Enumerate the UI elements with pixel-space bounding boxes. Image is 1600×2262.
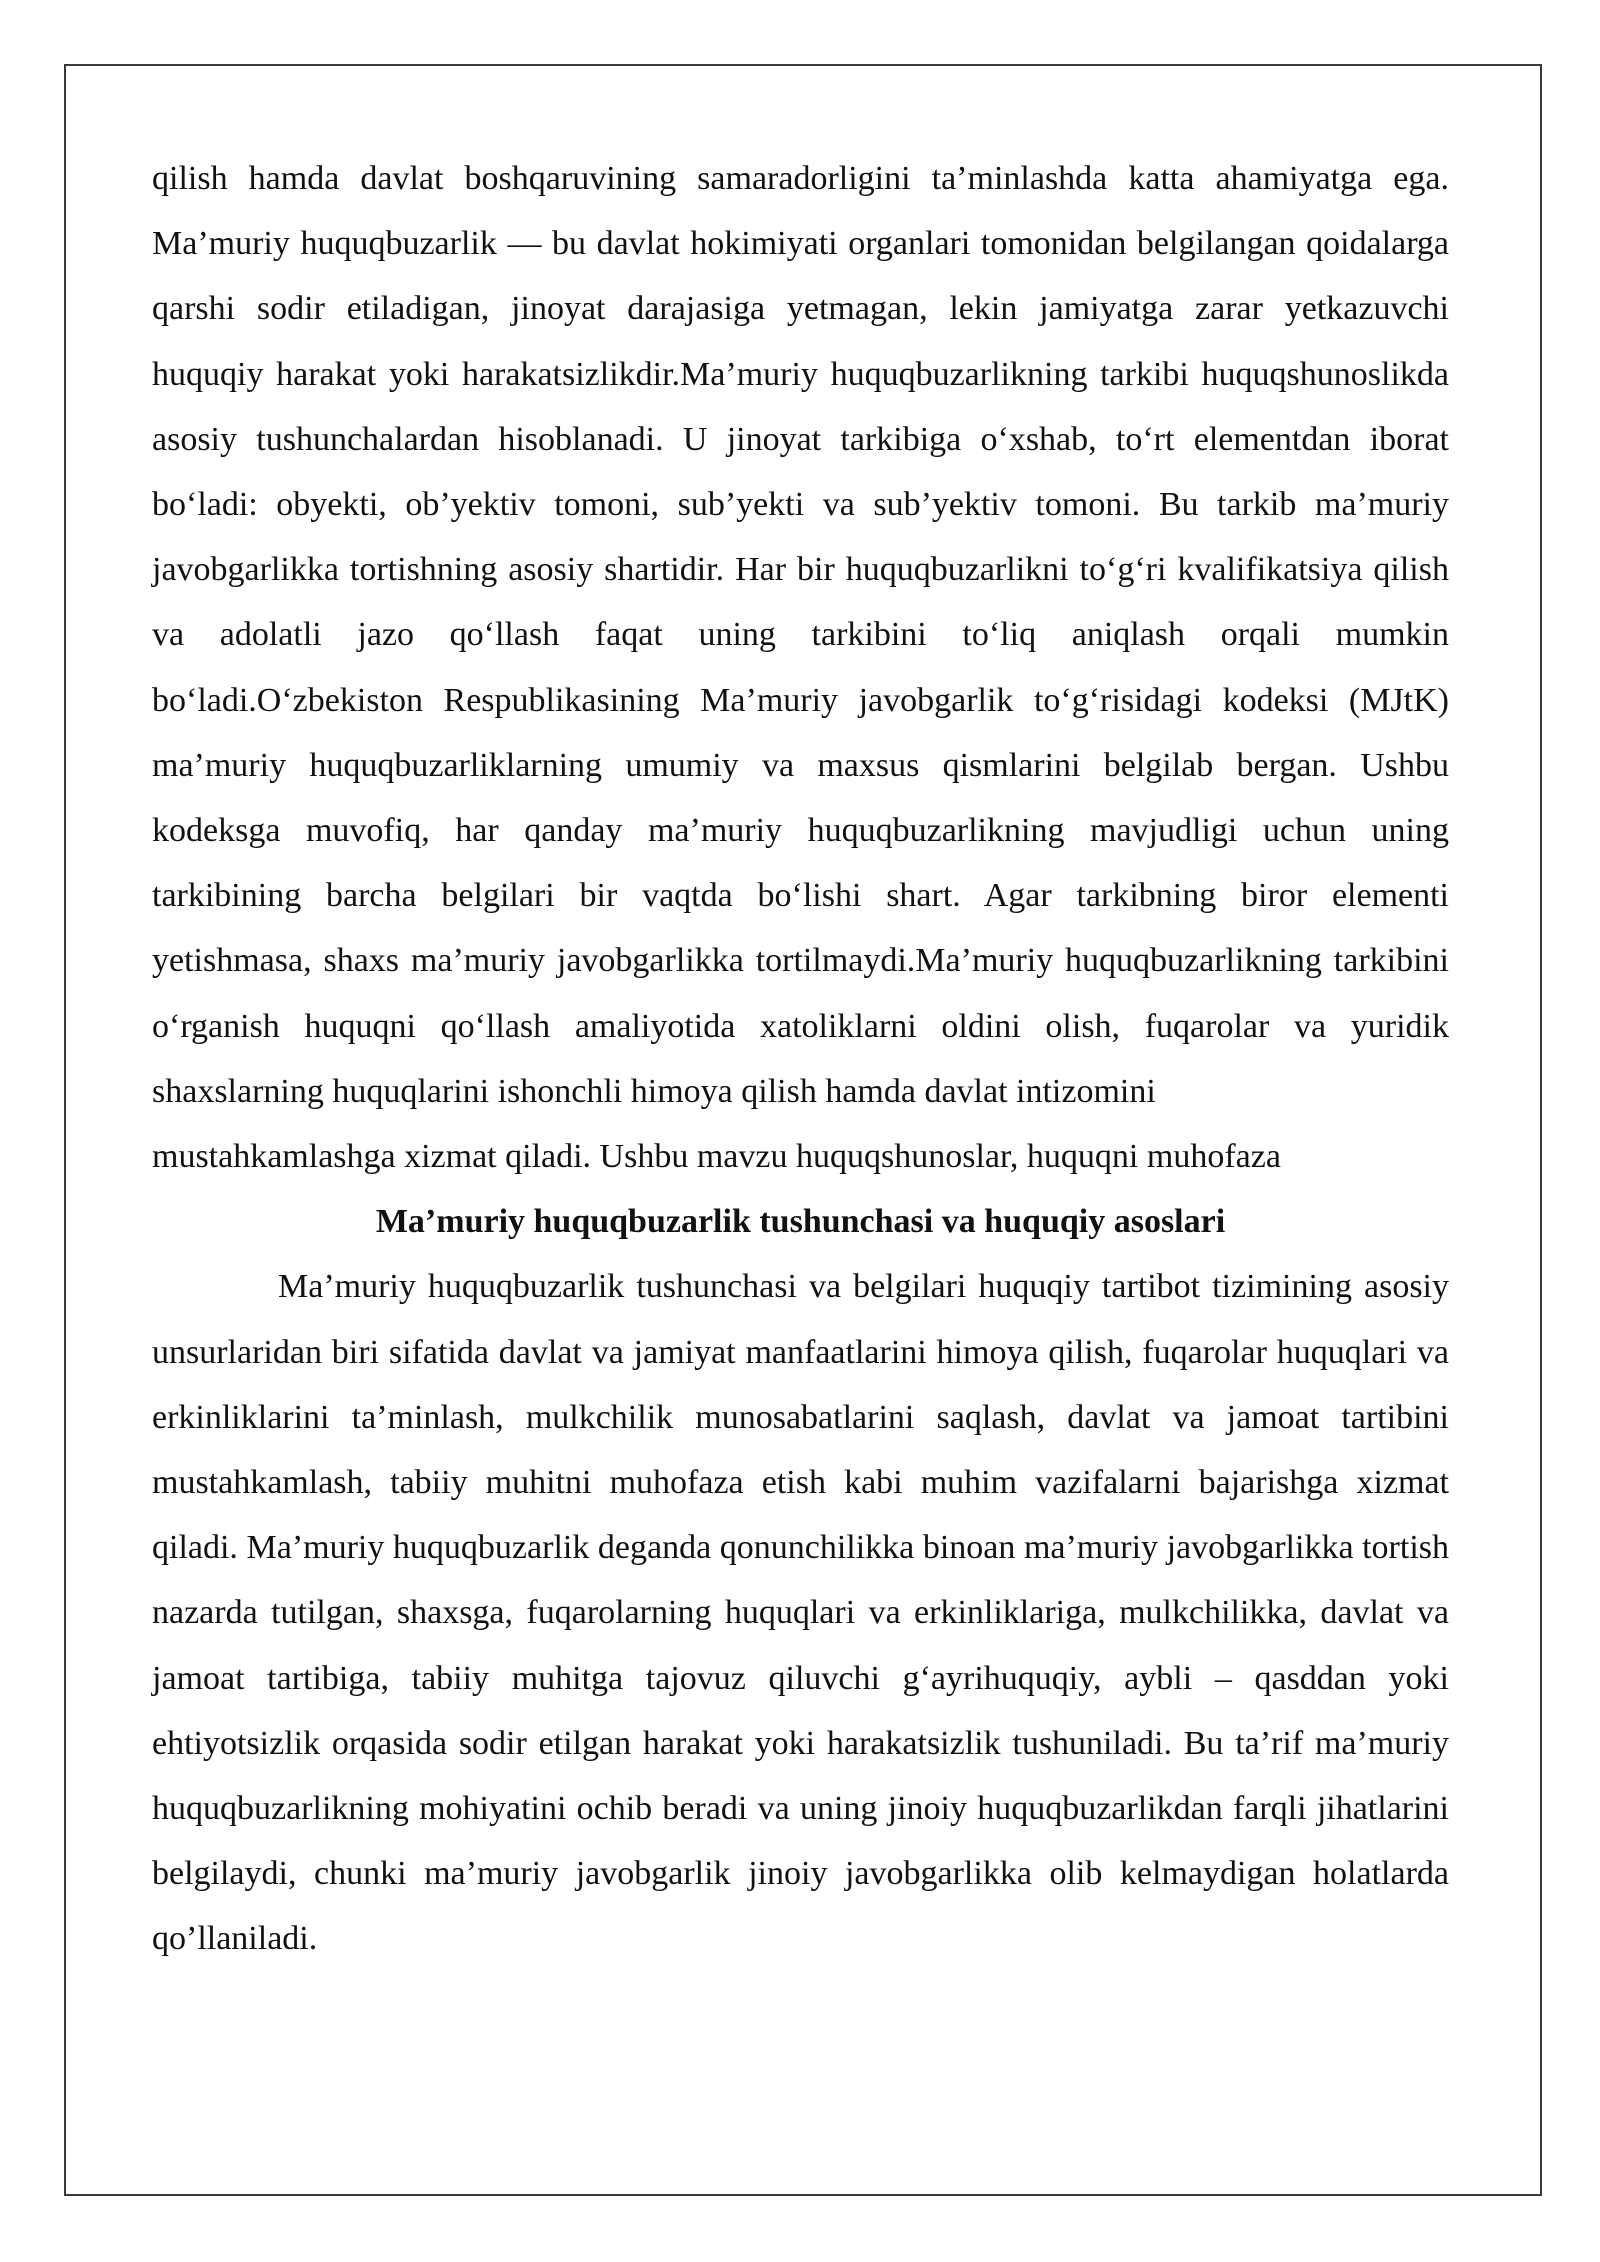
body-paragraph: Ma’muriy huquqbuzarlik tushunchasi va belgilari huquqiy tartibot tizimining asosiy unsurlaridan biri sifatida davlat va jamiyat manfaatlarini himoya qilish, fuqarolar huquqlari va erkinliklarini ta’minlash, mulkchilik munosabatlarini saqlash, davlat va jamoat tartibini mustahkamlash, tabiiy muhitni muhofaza etish kabi muhim vazifalarni bajarishga xizmat qiladi. Ma’muriy huquqbuzarlik deganda qonunchilikka binoan ma’muriy javobgarlikka tortish nazarda tutilgan, shaxsga, fuqarolarning huquqlari va erkinliklariga, mulkchilikka, davlat va jamoat tartibiga, tabiiy muhitga tajovuz qiluvchi g‘ayrihuquqiy, aybli – qasddan yoki ehtiyotsizlik orqasida sodir etilgan harakat yoki harakatsizlik tushuniladi. Bu ta’rif ma’muriy huquqbuzarlikning mohiyatini ochib beradi va uning jinoiy huquqbuzarlikdan farqli jihatlarini belgilaydi, chunki ma’muriy javobgarlik jinoiy javobgarlikka olib kelmaydigan holatlarda qo’llaniladi. xyxy=(152,1268,1449,1958)
section-heading: Ma’muriy huquqbuzarlik tushunchasi va huquqiy asoslari xyxy=(375,1203,1226,1241)
body-paragraph-last-line: mustahkamlashga xizmat qiladi. Ushbu mavzu huquqshunoslar, huquqni muhofaza xyxy=(152,1138,1281,1176)
document-body xyxy=(152,146,1449,1972)
body-paragraph: qilish hamda davlat boshqaruvining samaradorligini ta’minlashda katta ahamiyatga ega. Ma’muriy huquqbuzarlik — bu davlat hokimiyati organlari tomonidan belgilangan qoidalarga qarshi sodir etiladigan, jinoyat darajasiga yetmagan, lekin jamiyatga zarar yetkazuvchi huquqiy harakat yoki harakatsizlikdir.Ma’muriy huquqbuzarlikning tarkibi huquqshunoslikda asosiy tushunchalardan hisoblanadi. U jinoyat tarkibiga o‘xshab, to‘rt elementdan iborat bo‘ladi: obyekti, ob’yektiv tomoni, sub’yekti va sub’yektiv tomoni. Bu tarkib ma’muriy javobgarlikka tortishning asosiy shartidir. Har bir huquqbuzarlikni to‘g‘ri kvalifikatsiya qilish va adolatli jazo qo‘llash faqat uning tarkibini to‘liq aniqlash orqali mumkin bo‘ladi.O‘zbekiston Respublikasining Ma’muriy javobgarlik to‘g‘risidagi kodeksi (MJtK) ma’muriy huquqbuzarliklarning umumiy va maxsus qismlarini belgilab bergan. Ushbu kodeksga muvofiq, har qanday ma’muriy huquqbuzarlikning mavjudligi uchun uning tarkibining barcha belgilari bir vaqtda bo‘lishi shart. Agar tarkibning biror elementi yetishmasa, shaxs ma’muriy javobgarlikka tortilmaydi.Ma’muriy huquqbuzarlikning tarkibini o‘rganish huquqni qo‘llash amaliyotida xatoliklarni oldini olish, fuqarolar va yuridik shaxslarning huquqlarini ishonchli himoya qilish hamda davlat intizomini xyxy=(152,160,1449,1110)
